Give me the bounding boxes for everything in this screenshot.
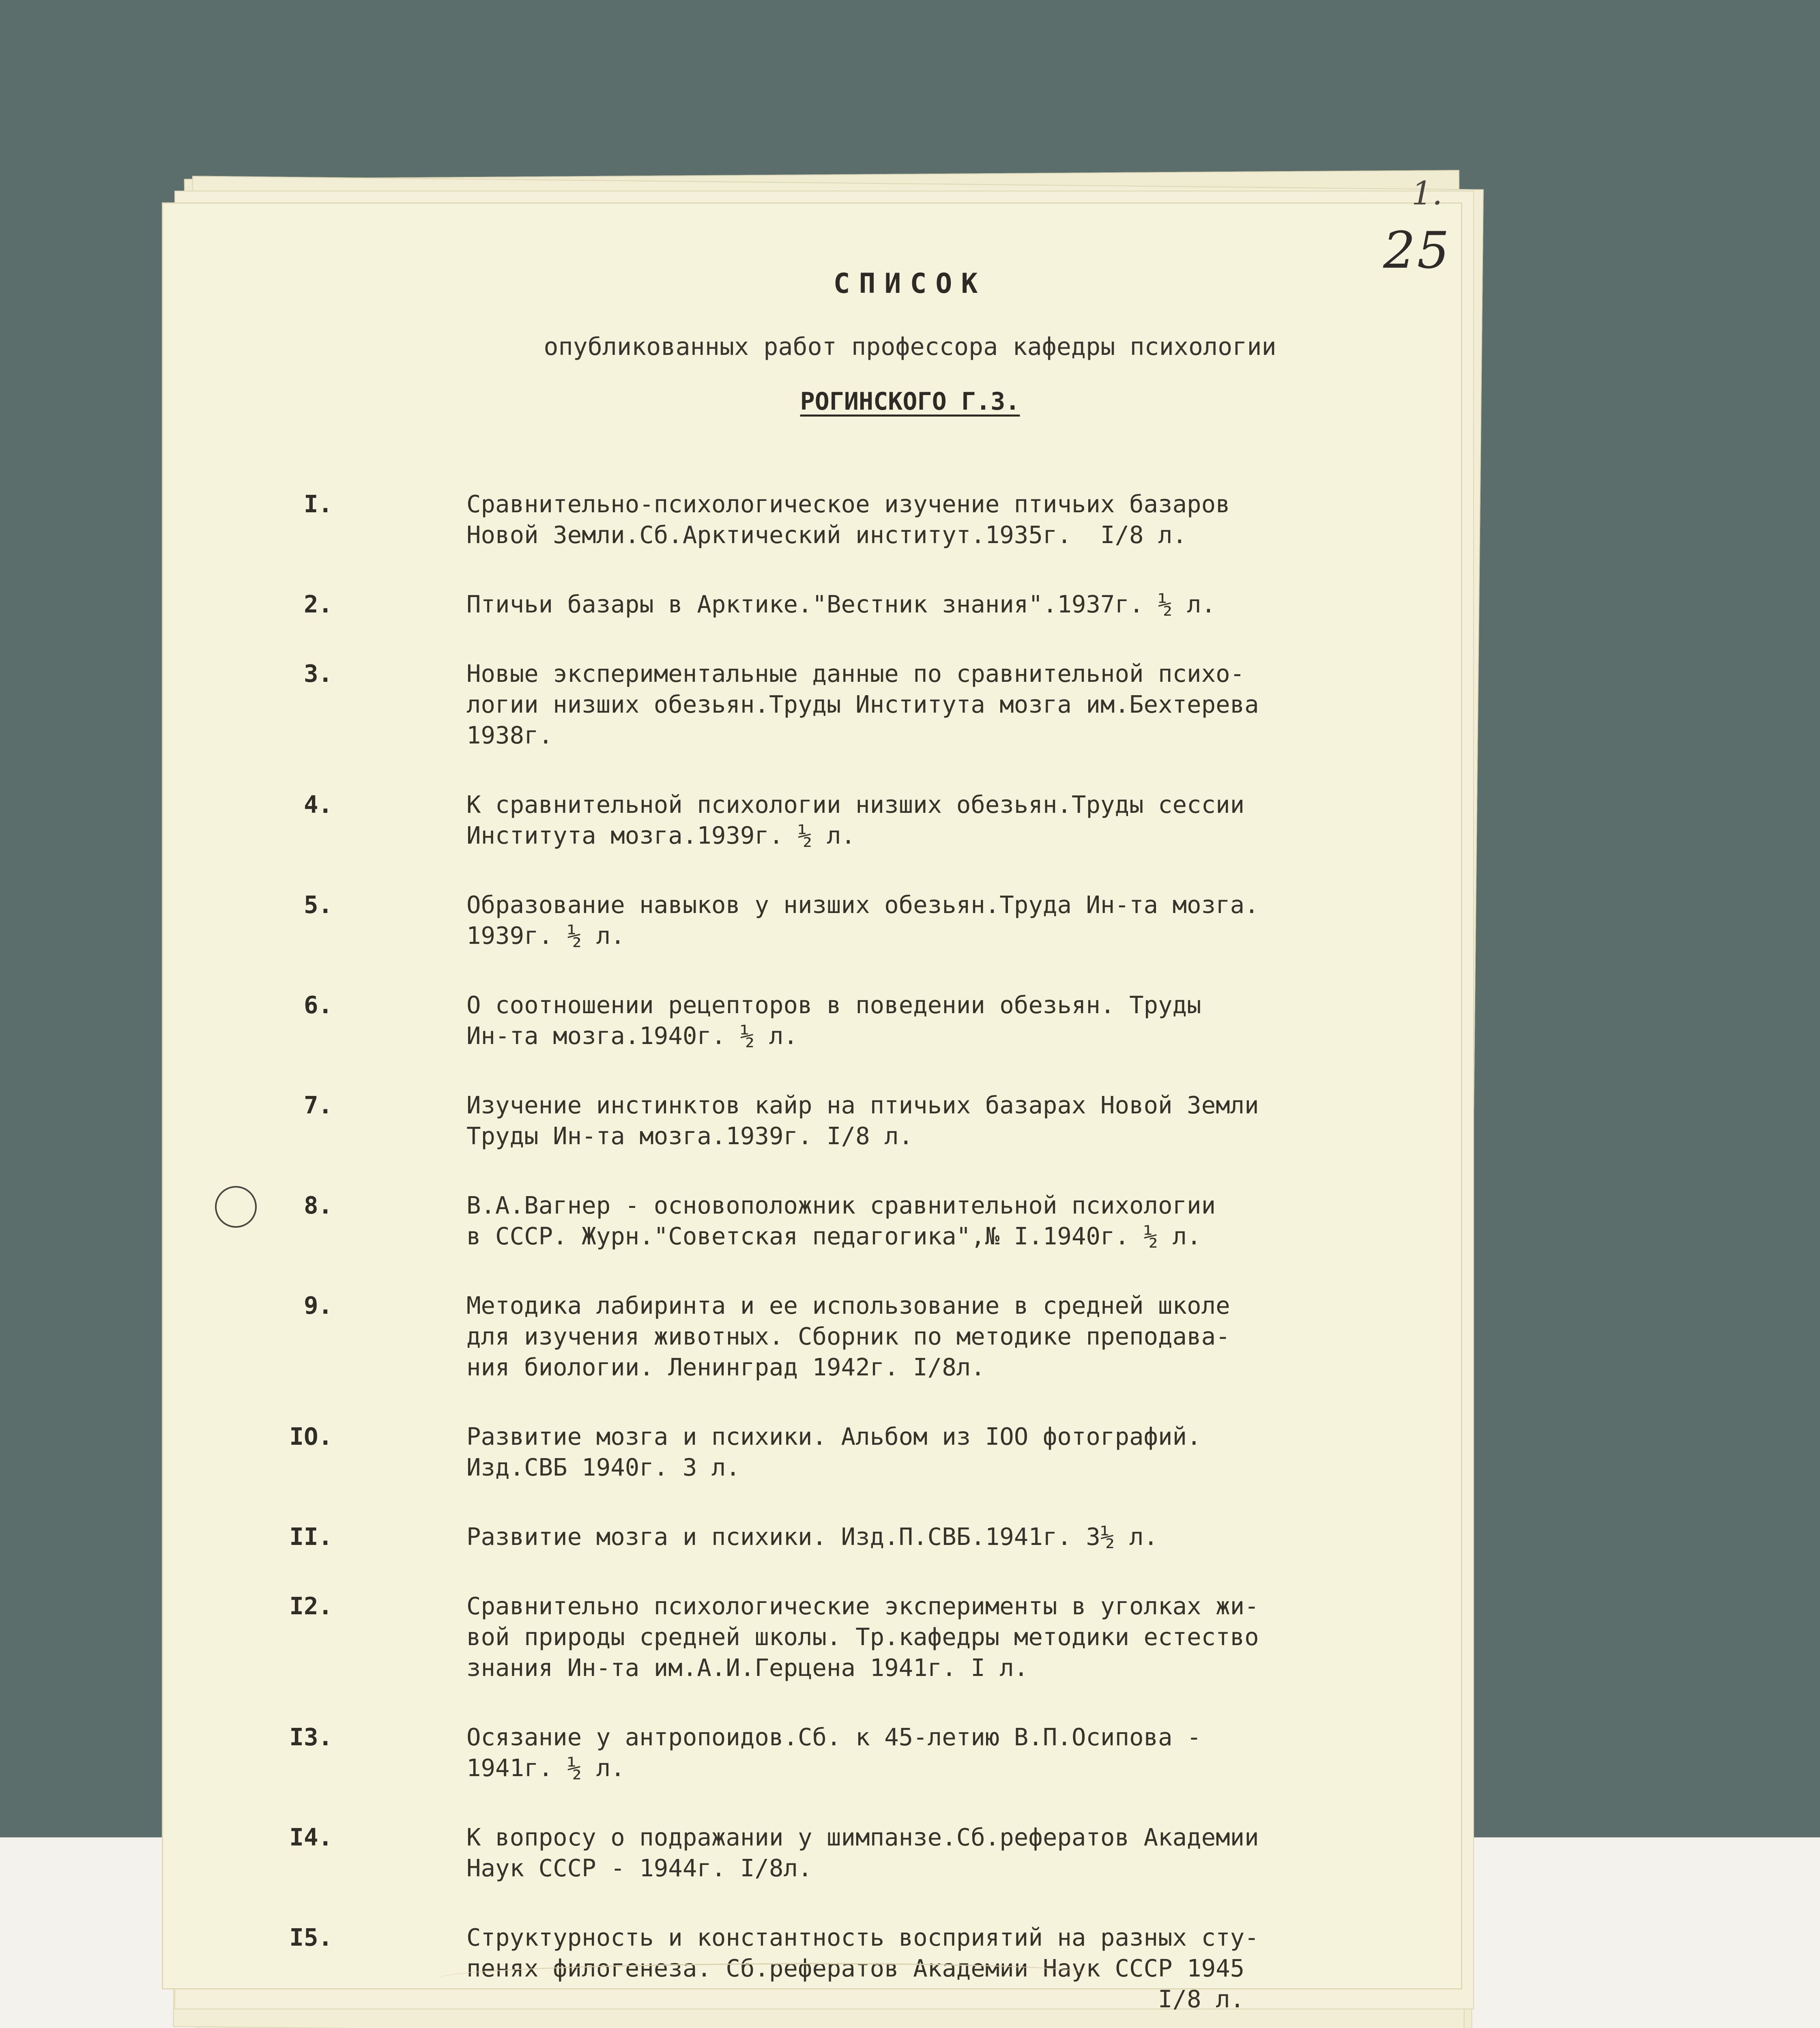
list-item (289, 1521, 1468, 1552)
entry-text: Сравнительно-психологическое изучение птичьих базаров Новой Земли.Сб.Арктический институт.1935г. I/8 л. (466, 490, 1230, 549)
list-item (289, 1591, 1468, 1683)
entry-text: Новые экспериментальные данные по сравнительной психо- логии низших обезьян.Труды Института мозга им.Бехтерева 1938г. (466, 660, 1259, 749)
entry-number: I4. (289, 1823, 333, 1851)
entry-text: К вопросу о подражании у шимпанзе.Сб.рефератов Академии Наук СССР - 1944г. I/8л. (466, 1823, 1259, 1882)
entry-number: 7. (303, 1091, 333, 1119)
list-item (303, 589, 1468, 620)
entry-number: 4. (303, 791, 333, 819)
corner-mark: 1. (1412, 174, 1443, 212)
entry-number: I5. (289, 1923, 333, 1951)
entry-number: I. (303, 490, 333, 518)
author-name (0, 387, 1820, 416)
folio-number: 25 (1383, 221, 1451, 280)
entry-text: О соотношении рецепторов в поведении обезьян. Труды Ин-та мозга.1940г. ½ л. (466, 991, 1201, 1050)
list-item (303, 1190, 1468, 1252)
entry-text: К сравнительной психологии низших обезьян.Труды сессии Института мозга.1939г. ½ л. (466, 791, 1245, 849)
entry-text: Осязание у антропоидов.Сб. к 45-летию В.П.Осипова - 1941г. ½ л. (466, 1723, 1201, 1782)
entry-number: I2. (289, 1592, 333, 1620)
entry-number: IO. (289, 1422, 333, 1450)
document-subtitle: опубликованных работ профессора кафедры психологии (544, 333, 1276, 361)
entry-number: 5. (303, 891, 333, 919)
entry-number: I3. (289, 1723, 333, 1751)
entry-number: 3. (303, 660, 333, 687)
entry-text: Методика лабиринта и ее использование в средней школе для изучения животных. Сборник по методике преподава- ния биологии. Ленинград 1942г. I/8л. (466, 1291, 1230, 1381)
entry-number: 2. (303, 590, 333, 618)
list-item (289, 1822, 1468, 1884)
list-item (303, 1090, 1468, 1151)
list-item (303, 990, 1468, 1051)
list-item (289, 1421, 1468, 1483)
list-item (289, 1722, 1468, 1783)
entry-text: Изучение инстинктов кайр на птичьих базарах Новой Земли Труды Ин-та мозга.1939г. I/8 л. (466, 1091, 1259, 1150)
entry-text: Развитие мозга и психики. Альбом из IOO фотографий. Изд.СВБ 1940г. 3 л. (466, 1422, 1201, 1481)
document-title: СПИСОК (833, 268, 987, 300)
entry-text: В.А.Вагнер - основоположник сравнительной психологии в СССР. Журн."Советская педагогика",№ I.1940г. ½ л. (466, 1191, 1216, 1250)
list-item (303, 658, 1468, 751)
entry-number: II. (289, 1523, 333, 1551)
entry-number: 9. (303, 1291, 333, 1319)
list-item (303, 789, 1468, 851)
entry-number: 6. (303, 991, 333, 1019)
entry-text: Структурность и константность восприятий на разных сту- пенях филогенеза. Сб.рефератов Академии Наук СССР 1945 I/8 л. (466, 1923, 1259, 2013)
entry-text: Образование навыков у низших обезьян.Труда Ин-та мозга. 1939г. ½ л. (466, 891, 1259, 950)
author-name-text: РОГИНСКОГО Г.З. (800, 387, 1020, 416)
entry-text: Развитие мозга и психики. Изд.П.СВБ.1941г. 3½ л. (466, 1523, 1158, 1551)
list-item (303, 1290, 1468, 1383)
entry-text: Сравнительно психологические эксперименты в уголках жи- вой природы средней школы. Тр.кафедры методики естество знания Ин-та им.А.И.Герцена 1941г. I л. (466, 1592, 1259, 1682)
entry-text: Птичьи базары в Арктике."Вестник знания".1937г. ½ л. (466, 590, 1216, 618)
publication-list (289, 489, 1468, 2028)
list-item (303, 889, 1468, 951)
entry-number: 8. (303, 1191, 333, 1219)
list-item (303, 489, 1468, 550)
